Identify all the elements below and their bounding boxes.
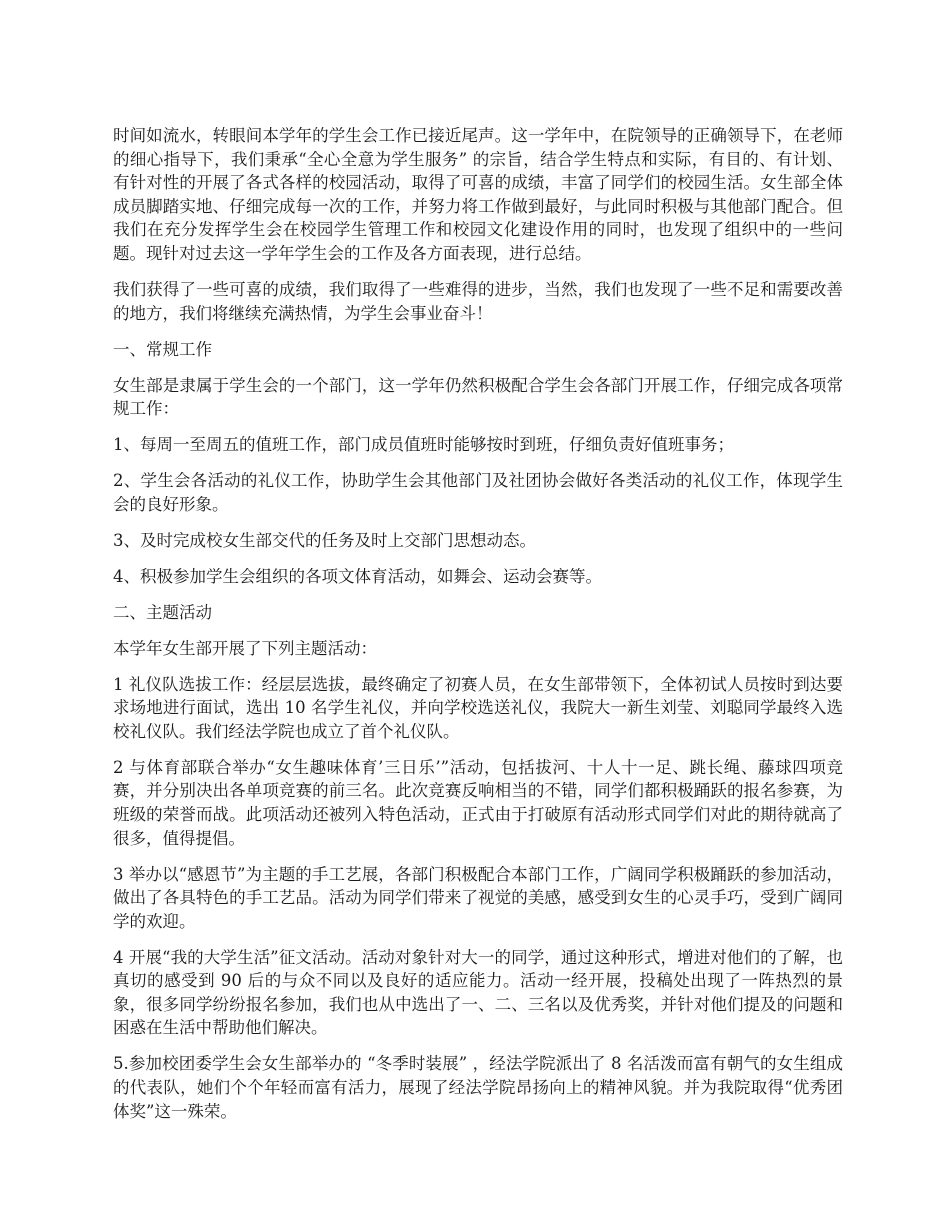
- routine-item-4: 4、积极参加学生会组织的各项文体育活动，如舞会、运动会赛等。: [113, 566, 602, 586]
- document-body: [113, 124, 843, 1136]
- intro-paragraph: 时间如流水，转眼间本学年的学生会工作已接近尾声。这一学年中，在院领导的正确领导下，在老师的细心指导下，我们秉承“全心全意为学生服务” 的宗旨，结合学生特点和实际，有目的、有计划、有针对性的开展了各式各样的校园活动，取得了可喜的成绩，丰富了同学们的校园生活。女生部全体成员脚踏实地、仔细完成每一次的工作，并努力将工作做到最好，与此同时积极与其他部门配合。但我们在充分发挥学生会在校园学生管理工作和校园文化建设作用的同时，也发现了组织中的一些问题。现针对过去这一学年学生会的工作及各方面表现，进行总结。: [113, 126, 843, 263]
- section-heading-theme-activities: 二、主题活动: [113, 602, 212, 622]
- activity-item-3: 3 举办以“感恩节”为主题的手工艺展，各部门积极配合本部门工作，广阔同学积极踊跃的参加活动，做出了各具特色的手工艺品。活动为同学们带来了视觉的美感，感受到女生的心灵手巧，受到广阔同学的欢迎。: [113, 864, 843, 931]
- routine-item-2: 2、学生会各活动的礼仪工作，协助学生会其他部门及社团协会做好各类活动的礼仪工作，体现学生会的良好形象。: [113, 471, 843, 514]
- activity-item-5: 5.参加校团委学生会女生部举办的 “冬季时装展” ，经法学院派出了 8 名活泼而富有朝气的女生组成的代表队，她们个个年轻而富有活力，展现了经法学院昂扬向上的精神风貌。并为我院取得“优秀团体奖”这一殊荣。: [113, 1054, 843, 1121]
- activity-item-2: 2 与体育部联合举办“女生趣味体育’三日乐’”活动，包括拔河、十人十一足、跳长绳、藤球四项竞赛，并分别决出各单项竞赛的前三名。此次竞赛反响相当的不错，同学们都积极踊跃的报名参赛，为班级的荣誉而战。此项活动还被列入特色活动，正式由于打破原有活动形式同学们对此的期待就高了很多，值得提倡。: [113, 757, 843, 848]
- activity-item-4: 4 开展“我的大学生活”征文活动。活动对象针对大一的同学，通过这种形式，增进对他们的了解，也真切的感受到 90 后的与众不同以及良好的适应能力。活动一经开展，投稿处出现了一阵热烈的景象，很多同学纷纷报名参加，我们也从中选出了一、二、三名以及优秀奖，并针对他们提及的问题和困惑在生活中帮助他们解决。: [113, 947, 843, 1038]
- routine-item-1: 1、每周一至周五的值班工作，部门成员值班时能够按时到班，仔细负责好值班事务；: [113, 435, 734, 455]
- activity-item-1: 1 礼仪队选拔工作：经层层选拔，最终确定了初赛人员，在女生部带领下，全体初试人员按时到达要求场地进行面试，选出 10 名学生礼仪，并向学校选送礼仪，我院大一新生刘莹、刘聪同学最终入选校礼仪队。我们经法学院也成立了首个礼仪队。: [113, 674, 843, 741]
- routine-work-intro: 女生部是隶属于学生会的一个部门，这一学年仍然积极配合学生会各部门开展工作，仔细完成各项常规工作：: [113, 375, 843, 419]
- routine-item-3: 3、及时完成校女生部交代的任务及时上交部门思想动态。: [113, 530, 536, 550]
- theme-activities-intro: 本学年女生部开展了下列主题活动：: [113, 638, 377, 658]
- section-heading-routine-work: 一、常规工作: [113, 339, 212, 359]
- summary-paragraph: 我们获得了一些可喜的成绩，我们取得了一些难得的进步，当然，我们也发现了一些不足和需要改善的地方，我们将继续充满热情，为学生会事业奋斗！: [113, 279, 843, 323]
